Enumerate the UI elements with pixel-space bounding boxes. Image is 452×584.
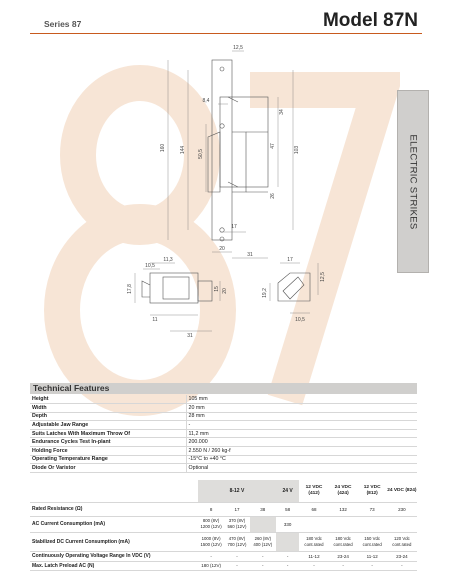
dim-height-144: 144: [180, 145, 186, 155]
dim-sec-17-8: 17,8: [127, 284, 133, 294]
table-row: Continuously Operating Voltage Range In VDC (V) - - - - 11-12 23-24 11-12 23-24: [30, 551, 417, 561]
dim-sec-11: 11: [152, 317, 158, 323]
dim-body: 103: [294, 145, 300, 155]
dim-offset: 8,4: [202, 98, 210, 104]
dim-total-width: 31: [247, 252, 253, 258]
category-tab: [397, 90, 429, 273]
table-row: Operating Temperature Range -15°C to +40 °C: [30, 455, 417, 464]
dim-sec-10-5: 10,5: [145, 263, 155, 269]
electrical-specs-table: [30, 480, 417, 571]
table-row: Stabilized DC Current Consumption (mA) 1000 (8V) 1500 (12V) 470 (8V) 700 (12V) 260 (8V) 400 (12V) 180 Vdc cont.rated 180 Vdc cont.rated 150 Vdc cont.rated 120 Vdc cont.rated: [30, 532, 417, 551]
dim-sec-11-3: 11,3: [163, 257, 173, 263]
technical-features-title: Technical Features: [30, 383, 417, 394]
front-view-drawing: [128, 42, 348, 262]
dim-sec-10-5b: 10,5: [295, 317, 305, 323]
table-row: Adjustable Jaw Range -: [30, 421, 417, 430]
table-header-row: [30, 480, 417, 502]
dim-base: 17: [231, 224, 237, 230]
dim-jaw: 50,5: [198, 149, 204, 159]
table-row: Max. Latch Preload AC (N) 180 (12V) - - - - - - -: [30, 561, 417, 570]
dim-sec-31: 31: [187, 333, 193, 339]
series-label: Series 87: [44, 19, 82, 29]
table-row: Depth 28 mm: [30, 412, 417, 421]
dim-sec-12-5: 12,5: [320, 272, 326, 282]
table-row: Width 20 mm: [30, 404, 417, 413]
table-row: AC Current Consumption (mA) 800 (8V) 1200 (12V) 370 (8V) 560 (12V) 330: [30, 516, 417, 532]
table-row: Height 105 mm: [30, 395, 417, 404]
model-title: Model 87N: [322, 10, 418, 31]
category-tab-label: ELECTRIC STRIKES: [407, 133, 419, 230]
col-824: 24 VDC (824): [387, 480, 417, 502]
col-812: 12 VDC (812): [358, 480, 387, 502]
section-views-drawing: [0, 255, 452, 345]
dim-lower: 26: [270, 193, 276, 199]
col-424: 24 VDC (424): [329, 480, 358, 502]
dim-height-160: 160: [160, 143, 166, 153]
technical-features-table: [30, 395, 417, 473]
col-24v: 24 V: [276, 480, 300, 502]
dim-mid: 47: [270, 143, 276, 149]
table-row: Diode Or Varistor Optional: [30, 464, 417, 473]
dim-top-width: 12,5: [233, 45, 243, 51]
dim-sec-15: 15: [214, 286, 220, 292]
col-412: 12 VDC (412): [299, 480, 328, 502]
dim-sec-19-2: 19,2: [262, 288, 268, 298]
table-row: Holding Force 2.550 N / 260 kg-f: [30, 447, 417, 456]
table-row: Suits Latches With Maximum Throw Of 11,2 mm: [30, 429, 417, 438]
col-8-12v: 8-12 V: [198, 480, 276, 502]
table-row: Rated Resistance (Ω) 8 17 38 58 68 132 73 230: [30, 502, 417, 516]
table-row: Endurance Cycles Test In-plant 200.000: [30, 438, 417, 447]
header-rule: [30, 33, 422, 34]
dim-sec-17: 17: [287, 257, 293, 263]
dim-sec-20: 20: [222, 288, 228, 294]
dim-upper: 34: [279, 109, 285, 115]
dim-plate-width: 20: [219, 246, 225, 252]
